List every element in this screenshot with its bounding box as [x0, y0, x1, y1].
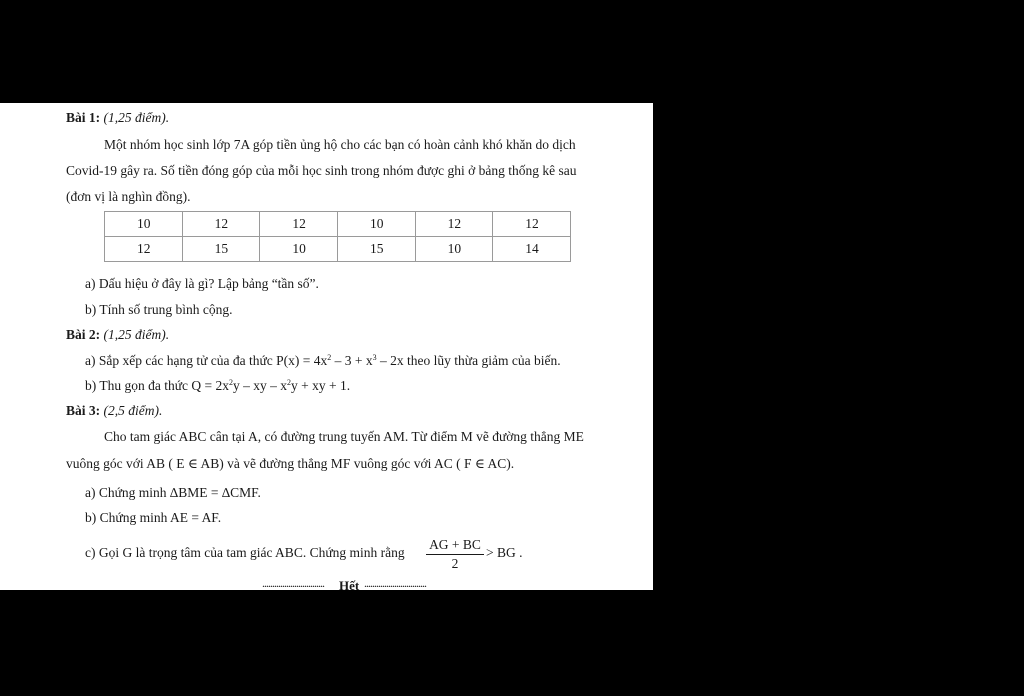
- bai3-heading: [66, 402, 162, 420]
- table-cell: 10: [415, 237, 493, 262]
- bai1-para-line3: (đơn vị là nghìn đồng).: [66, 189, 191, 204]
- table-cell: 12: [415, 212, 493, 237]
- table-cell: 10: [260, 237, 338, 262]
- table-cell: 15: [182, 237, 260, 262]
- bai3-question-b: b) Chứng minh AE = AF.: [85, 510, 222, 525]
- bai1-para-line2: Covid-19 gây ra. Số tiền đóng góp của mỗi học sinh trong nhóm được ghi ở bảng thống kê sau: [66, 163, 577, 178]
- table-row: [105, 237, 571, 262]
- table-cell: 10: [337, 212, 415, 237]
- table-cell: 10: [105, 212, 183, 237]
- table-cell: 12: [260, 212, 338, 237]
- fraction: [426, 536, 484, 573]
- bai2-question-a: a) Sắp xếp các hạng tử của đa thức $P(x) = 4x^2 - 3 + x^3 - 2x$ theo lũy thừa giảm của biến.: [85, 353, 561, 368]
- bai2-heading: [66, 326, 169, 344]
- bai3-question-c: c) Gọi G là trọng tâm của tam giác ABC. Chứng minh rằng: [85, 545, 405, 560]
- bai3-para-line1: Cho tam giác ABC cân tại A, có đường trung tuyến AM. Từ điểm M vẽ đường thẳng ME: [104, 429, 584, 444]
- bai1-heading: [66, 109, 169, 127]
- bai1-para-line1: Một nhóm học sinh lớp 7A góp tiền ủng hộ cho các bạn có hoàn cảnh khó khăn do dịch: [104, 137, 576, 152]
- fraction-denominator: 2: [451, 556, 459, 571]
- bai3-question-a: a) Chứng minh ∆BME = ∆CMF.: [85, 485, 261, 500]
- bai3-question-c-end: > BG .: [486, 545, 523, 560]
- bai3-para-line2: vuông góc với AB ( E ∈ AB) và vẽ đường thẳng MF vuông góc với AC ( F ∈ AC).: [66, 456, 515, 471]
- bai3-points: (2,5 điểm).: [103, 403, 163, 418]
- end-marker: Hết: [339, 578, 360, 590]
- table-cell: 12: [182, 212, 260, 237]
- table-row: [105, 212, 571, 237]
- table-cell: 15: [337, 237, 415, 262]
- table-cell: 14: [493, 237, 571, 262]
- bai1-question-a: a) Dấu hiệu ở đây là gì? Lập bảng “tần số”.: [85, 276, 319, 291]
- bai2-question-b: b) Thu gọn đa thức $Q = 2x^2y$ – xy – $x^2y$ + xy + 1.: [85, 378, 351, 393]
- bai2-points: (1,25 điểm).: [103, 327, 170, 342]
- bai3-title: Bài 3:: [66, 403, 101, 418]
- table-cell: 12: [493, 212, 571, 237]
- bai1-question-b: b) Tính số trung bình cộng.: [85, 302, 233, 317]
- table-cell: 12: [105, 237, 183, 262]
- donation-table: [104, 211, 571, 262]
- fraction-numerator: AG + BC: [426, 536, 484, 555]
- bai1-points: (1,25 điểm).: [103, 110, 170, 125]
- bai1-title: Bài 1:: [66, 110, 101, 125]
- bai2-title: Bài 2:: [66, 327, 101, 342]
- end-dots-right: ...............................: [364, 576, 426, 590]
- document-page: [0, 103, 653, 590]
- end-dots-left: ...............................: [262, 576, 324, 590]
